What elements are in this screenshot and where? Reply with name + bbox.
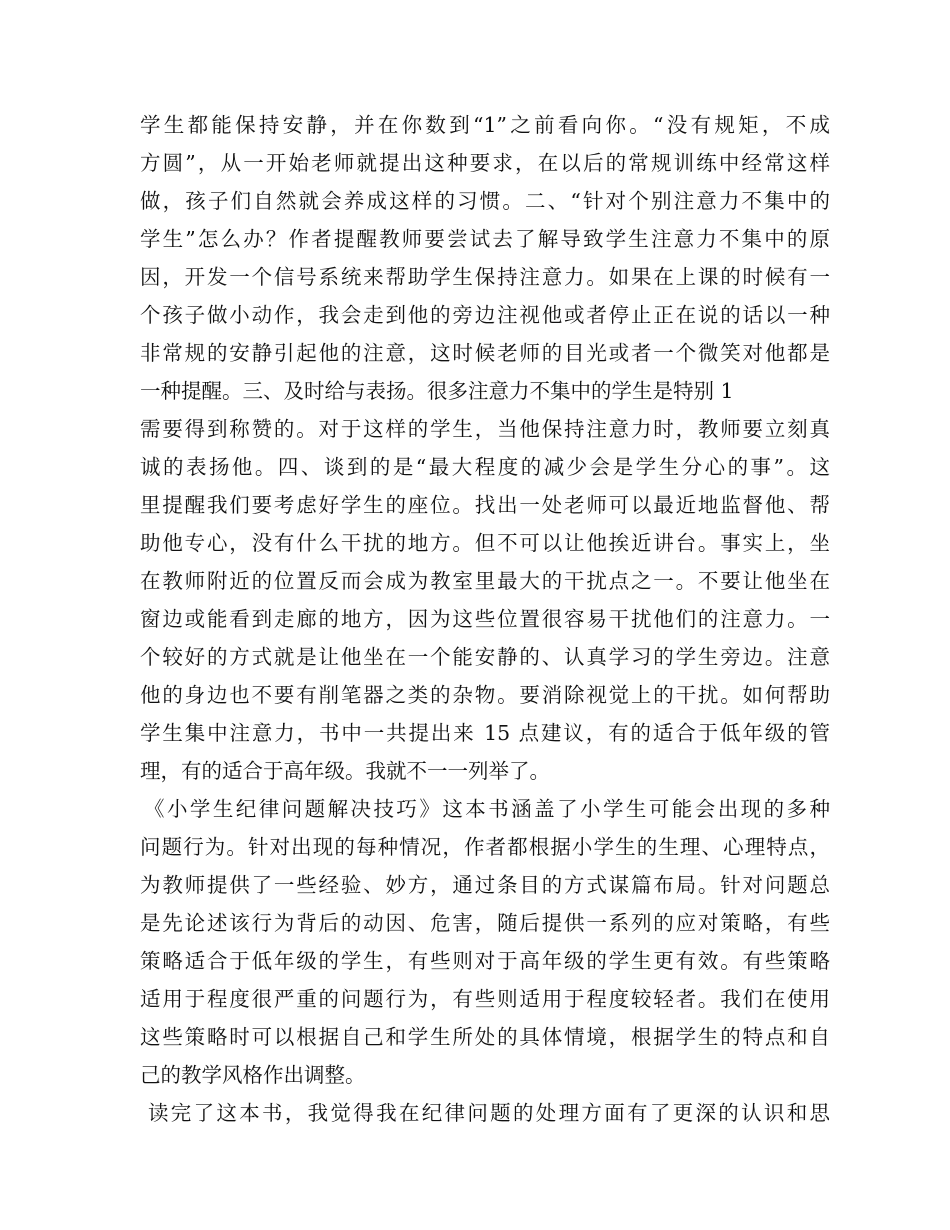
text-line: 非常规的安静引起他的注意，这时候老师的目光或者一个微笑对他都是 bbox=[140, 341, 830, 365]
text-line: 己的教学风格作出调整。 bbox=[140, 1063, 366, 1087]
text-line: 窗边或能看到走廊的地方，因为这些位置很容易干扰他们的注意力。一 bbox=[140, 607, 830, 631]
text-line: 里提醒我们要考虑好学生的座位。找出一处老师可以最近地监督他、帮 bbox=[140, 493, 830, 517]
text-line: 方圆”，从一开始老师就提出这种要求，在以后的常规训练中经常这样 bbox=[140, 151, 830, 175]
text-line: 学生集中注意力，书中一共提出来 15 点建议，有的适合于低年级的管 bbox=[140, 721, 830, 745]
text-line: 为教师提供了一些经验、妙方，通过条目的方式谋篇布局。针对问题总 bbox=[140, 873, 830, 897]
text-line: 这些策略时可以根据自己和学生所处的具体情境，根据学生的特点和自 bbox=[140, 1025, 830, 1049]
text-line: 个孩子做小动作，我会走到他的旁边注视他或者停止正在说的话以一种 bbox=[140, 303, 830, 327]
text-line: 在教师附近的位置反而会成为教室里最大的干扰点之一。不要让他坐在 bbox=[140, 569, 830, 593]
document-body bbox=[140, 106, 830, 1132]
text-line: 学生”怎么办？作者提醒教师要尝试去了解导致学生注意力不集中的原 bbox=[140, 227, 830, 251]
text-line: 他的身边也不要有削笔器之类的杂物。要消除视觉上的干扰。如何帮助 bbox=[140, 683, 830, 707]
text-line: 学生都能保持安静，并在你数到“1”之前看向你。“没有规矩，不成 bbox=[140, 113, 830, 137]
text-line: 适用于程度很严重的问题行为，有些则适用于程度较轻者。我们在使用 bbox=[140, 987, 830, 1011]
text-line: 《小学生纪律问题解决技巧》这本书涵盖了小学生可能会出现的多种 bbox=[144, 797, 830, 821]
text-line: 做，孩子们自然就会养成这样的习惯。二、“针对个别注意力不集中的 bbox=[140, 189, 830, 213]
text-line: 理，有的适合于高年级。我就不一一列举了。 bbox=[140, 759, 550, 783]
text-line: 策略适合于低年级的学生，有些则对于高年级的学生更有效。有些策略 bbox=[140, 949, 830, 973]
text-line: 一种提醒。三、及时给与表扬。很多注意力不集中的学生是特别 1 bbox=[140, 379, 734, 403]
text-line: 诚的表扬他。四、谈到的是“最大程度的减少会是学生分心的事”。这 bbox=[140, 455, 830, 479]
text-line: 问题行为。针对出现的每种情况，作者都根据小学生的生理、心理特点， bbox=[140, 835, 830, 859]
text-line: 因，开发一个信号系统来帮助学生保持注意力。如果在上课的时候有一 bbox=[140, 265, 830, 289]
text-line: 读完了这本书，我觉得我在纪律问题的处理方面有了更深的认识和思 bbox=[148, 1101, 830, 1125]
text-line: 需要得到称赞的。对于这样的学生，当他保持注意力时，教师要立刻真 bbox=[140, 417, 830, 441]
text-line: 助他专心，没有什么干扰的地方。但不可以让他挨近讲台。事实上，坐 bbox=[140, 531, 830, 555]
text-line: 个较好的方式就是让他坐在一个能安静的、认真学习的学生旁边。注意 bbox=[140, 645, 830, 669]
text-line: 是先论述该行为背后的动因、危害，随后提供一系列的应对策略，有些 bbox=[140, 911, 830, 935]
